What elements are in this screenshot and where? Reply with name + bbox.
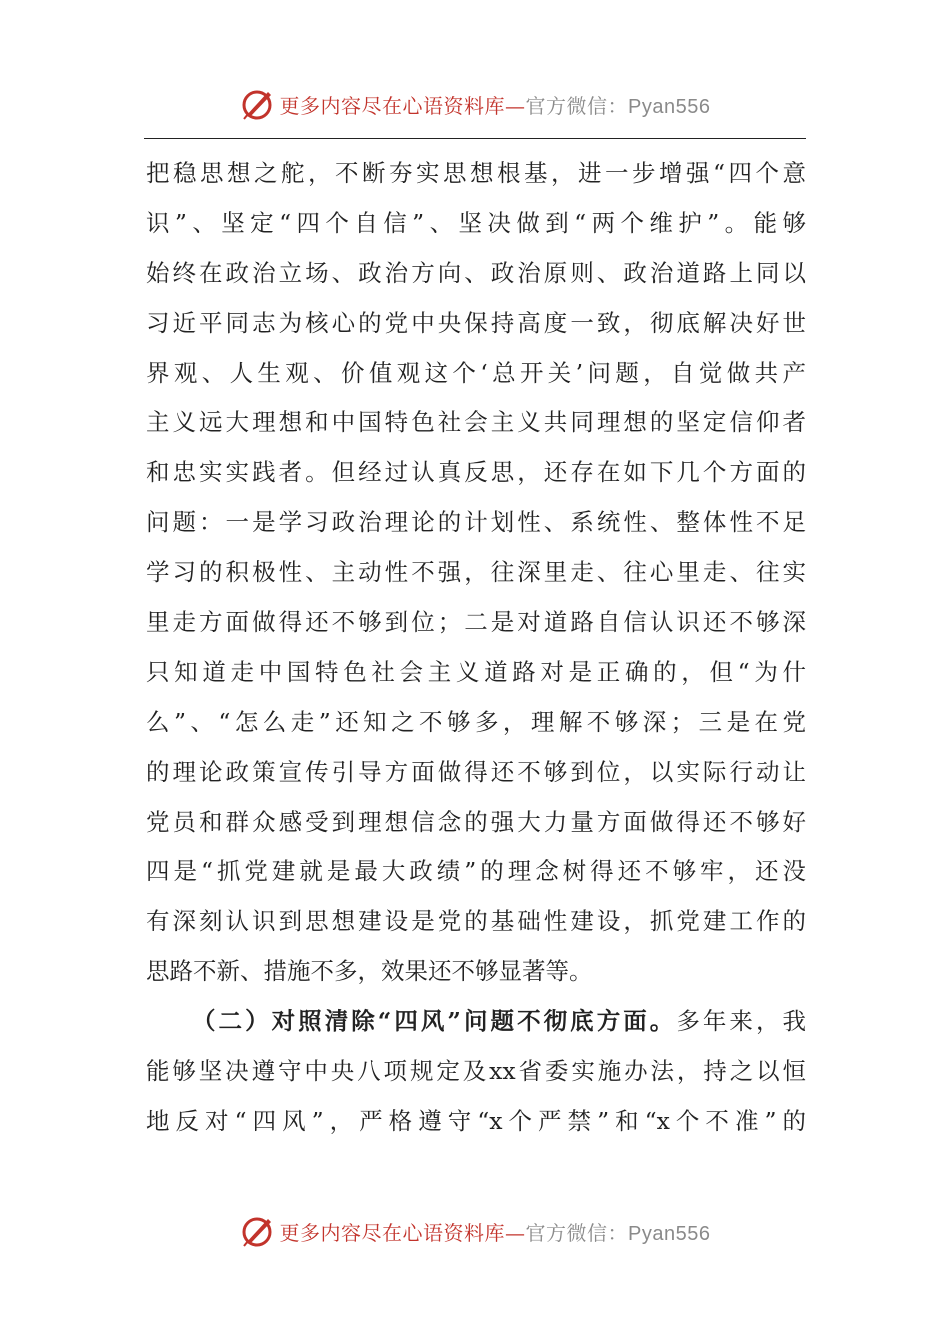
body-line: 只知道走中国特色社会主义道路对是正确的，但“为什 bbox=[146, 657, 806, 686]
body-line: 里走方面做得还不够到位；二是对道路自信认识还不够深 bbox=[146, 608, 806, 637]
body-line: 主义远大理想和中国特色社会主义共同理想的坚定信仰者 bbox=[146, 408, 806, 437]
footer-banner bbox=[0, 1211, 950, 1251]
section-line: 地反对“四风”，严格遵守“x个严禁”和“x个不准”的 bbox=[146, 1106, 806, 1135]
header-divider bbox=[144, 138, 806, 139]
banner-dash: — bbox=[505, 93, 526, 118]
body-line: 习近平同志为核心的党中央保持高度一致，彻底解决好世 bbox=[146, 308, 806, 337]
body-line: 么”、“怎么走”还知之不够多，理解不够深；三是在党 bbox=[146, 707, 806, 736]
banner-wechat-id: Pyan556 bbox=[628, 1222, 711, 1245]
banner-dash: — bbox=[505, 1220, 526, 1245]
body-line: 界观、人生观、价值观这个‘总开关’问题，自觉做共产 bbox=[146, 358, 806, 387]
body-line: 把稳思想之舵，不断夯实思想根基，进一步增强“四个意 bbox=[146, 159, 806, 187]
body-text bbox=[146, 149, 806, 1147]
body-line: 有深刻认识到思想建设是党的基础性建设，抓党建工作的 bbox=[146, 907, 806, 936]
body-line: 党员和群众感受到理想信念的强大力量方面做得还不够好 bbox=[146, 807, 806, 836]
body-line: 识”、坚定“四个自信”、坚决做到“两个维护”。能够 bbox=[146, 208, 806, 237]
quill-seal-logo-icon bbox=[240, 1213, 276, 1249]
body-line: 思路不新、措施不多，效果还不够显著等。 bbox=[146, 957, 593, 986]
body-line: 学习的积极性、主动性不强，往深里走、往心里走、往实 bbox=[146, 558, 806, 587]
body-line: 和忠实实践者。但经过认真反思，还存在如下几个方面的 bbox=[146, 458, 806, 487]
section-heading: （二）对照清除“四风”问题不彻底方面。 bbox=[192, 1007, 677, 1036]
banner-wechat-label: 官方微信： bbox=[525, 1220, 629, 1245]
body-line: 问题：一是学习政治理论的计划性、系统性、整体性不足 bbox=[146, 508, 806, 537]
banner-main-text: 更多内容尽在心语资料库 bbox=[279, 93, 506, 118]
quill-seal-logo-icon bbox=[240, 86, 276, 122]
header-banner bbox=[0, 84, 950, 124]
section-line: 能够坚决遵守中央八项规定及xx省委实施办法，持之以恒 bbox=[146, 1057, 806, 1086]
body-line: 的理论政策宣传引导方面做得还不够到位，以实际行动让 bbox=[146, 757, 806, 786]
section-heading-line bbox=[146, 997, 806, 1047]
section-line: 多年来，我 bbox=[676, 1007, 806, 1036]
body-line: 四是“抓党建就是最大政绩”的理念树得还不够牢，还没 bbox=[146, 857, 806, 886]
banner-wechat-id: Pyan556 bbox=[628, 95, 711, 118]
banner-main-text: 更多内容尽在心语资料库 bbox=[279, 1220, 506, 1245]
body-line: 始终在政治立场、政治方向、政治原则、政治道路上同以 bbox=[146, 258, 806, 287]
banner-wechat-label: 官方微信： bbox=[525, 93, 629, 118]
